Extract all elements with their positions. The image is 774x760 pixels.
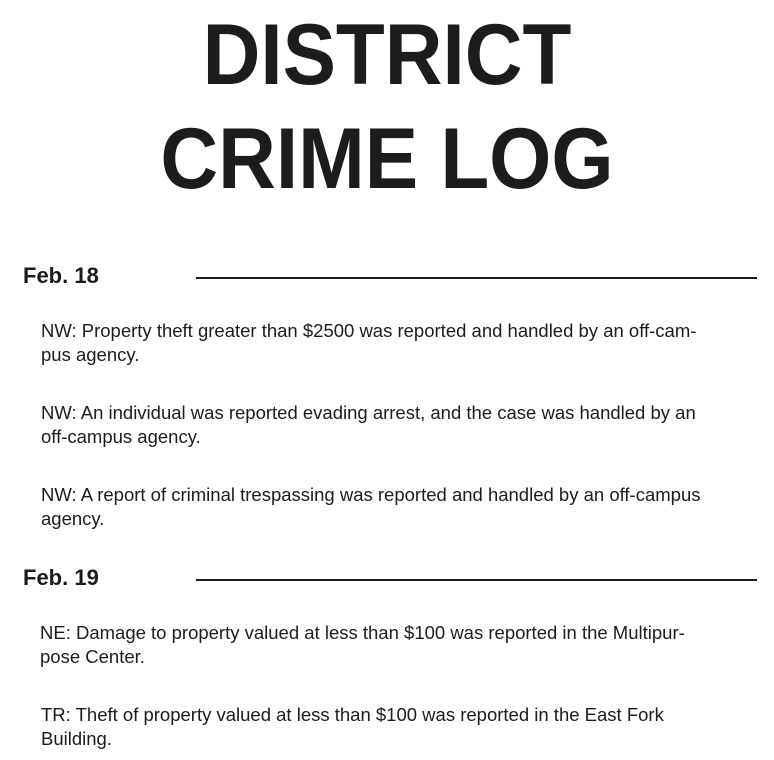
log-entry-line: pus agency. [41,344,140,365]
section-divider [196,579,757,581]
log-entry-line: pose Center. [40,646,145,667]
log-entry-line: agency. [41,508,105,529]
log-entry [41,703,757,751]
log-entry-line: Building. [41,728,112,749]
date-heading-feb-18: Feb. 18 [23,263,99,288]
section-divider [196,277,757,279]
log-entry-line: off-campus agency. [41,426,201,447]
log-entry [41,401,757,449]
date-heading-feb-19: Feb. 19 [23,565,99,590]
log-entry-line: NW: Property theft greater than $2500 was reported and handled by an off-cam- [41,320,697,341]
log-entry [41,319,757,367]
log-entry-line: NW: A report of criminal trespassing was reported and handled by an off-campus [41,484,701,505]
headline-line-1: DISTRICT [202,7,572,103]
headline-line-2: CRIME LOG [160,111,614,207]
log-entry [41,483,757,531]
log-entry-line: NE: Damage to property valued at less than $100 was reported in the Multipur- [40,622,685,643]
log-entry [40,621,756,669]
log-entry-line: NW: An individual was reported evading arrest, and the case was handled by an [41,402,696,423]
log-entry-line: TR: Theft of property valued at less than $100 was reported in the East Fork [41,704,664,725]
